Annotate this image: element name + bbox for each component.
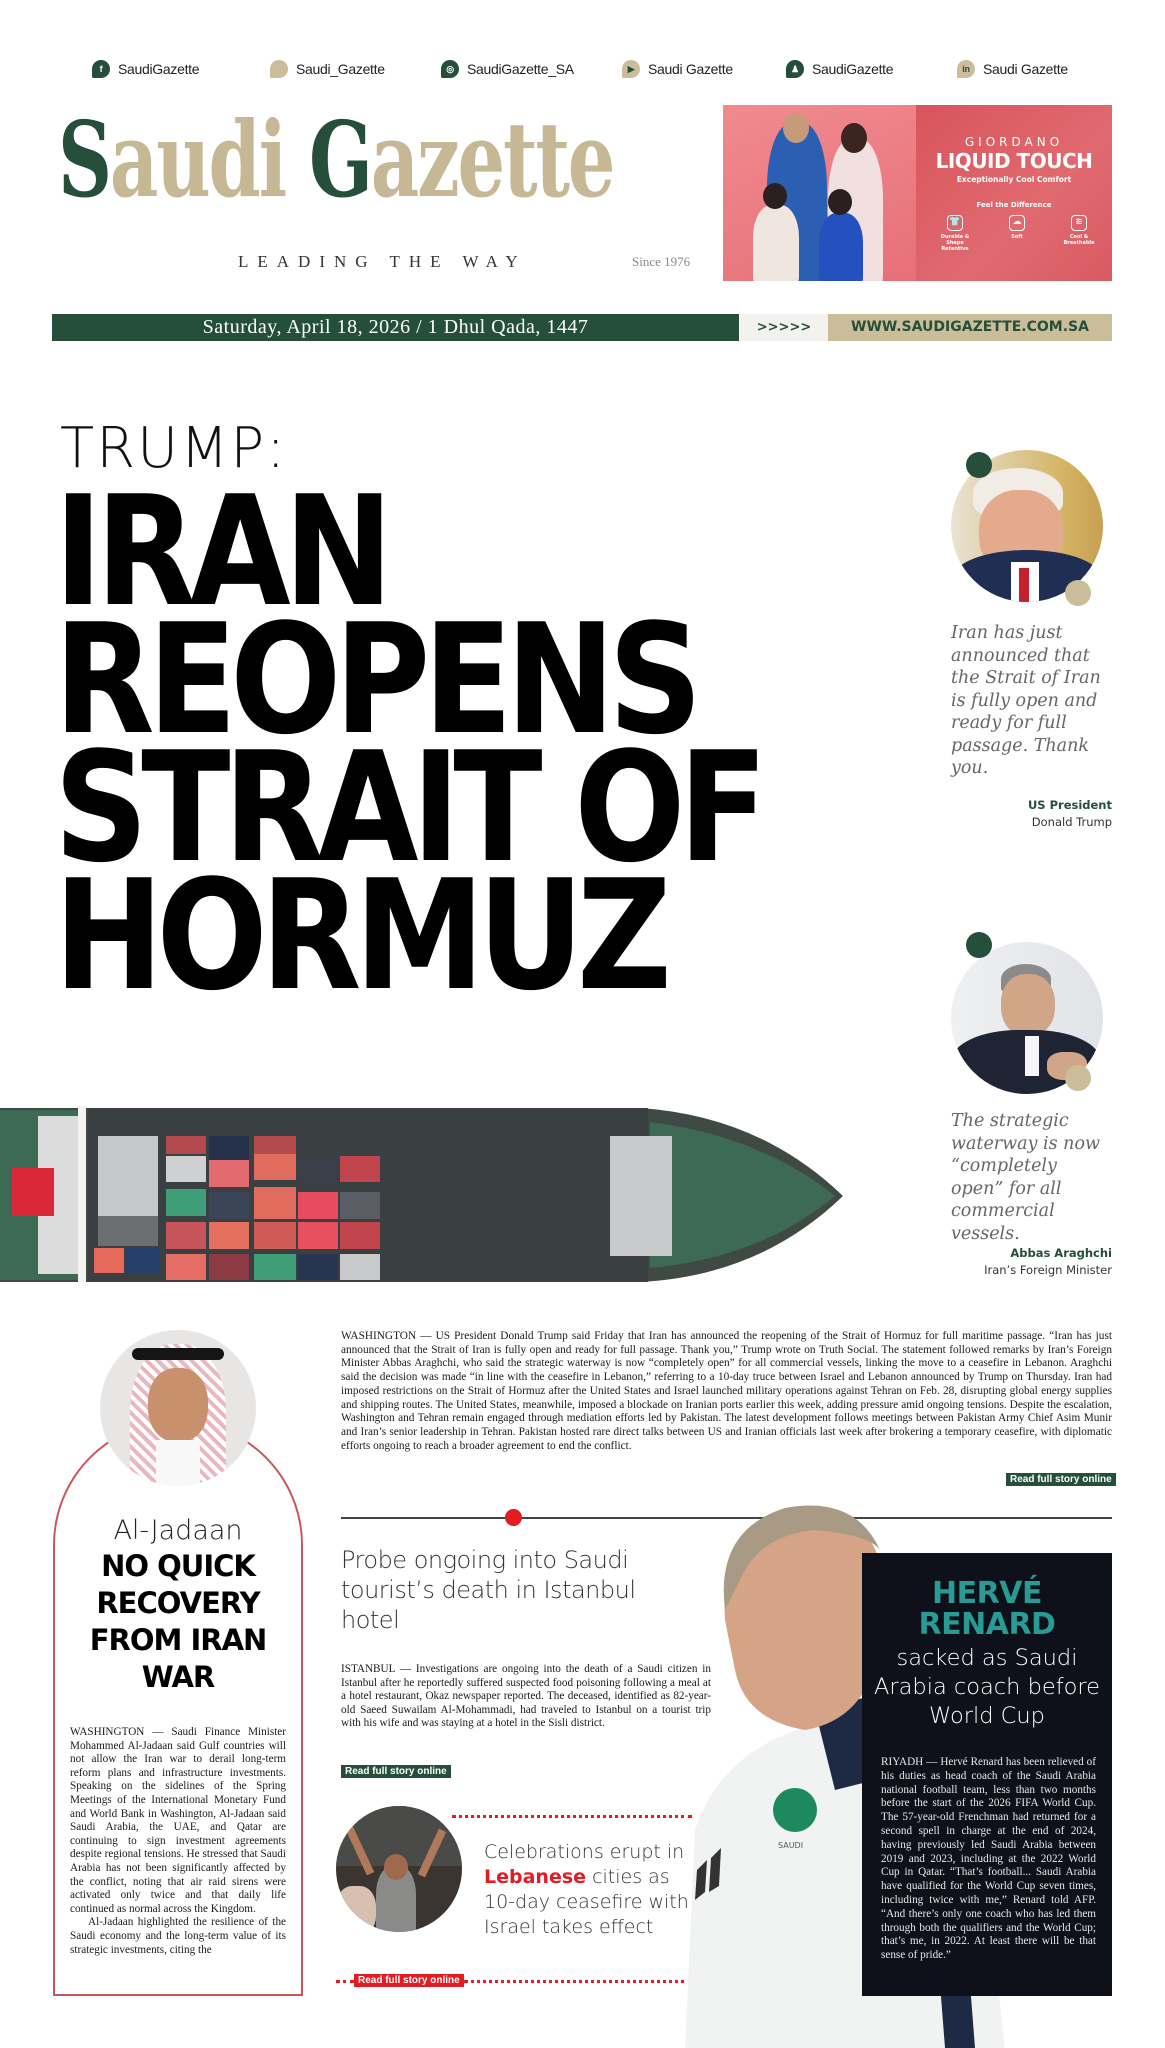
youtube-icon: ▶ [622,60,640,78]
quote-close-icon [1065,580,1091,606]
lead-kicker: TRUMP: [60,416,288,481]
quote-close-icon [1065,1065,1091,1091]
snapchat-icon: ♟ [786,60,804,78]
jadaan-paragraph: Al-Jadaan highlighted the resilience of the Saudi economy and the long-term value of its strategic investments, citing the [70,1916,286,1956]
ad-brand: GIORDANO [964,135,1064,149]
date-bar: Saturday, April 18, 2026 / 1 Dhul Qada, 1447 [52,314,739,341]
container-ship-image [0,1096,845,1289]
linkedin-icon: in [957,60,975,78]
jadaan-photo [100,1330,256,1486]
read-full-story-button[interactable]: Read full story online [354,1974,464,1987]
headline-line: IRAN [54,463,387,640]
ad-feature: ☁ Soft [1000,215,1034,252]
lebanon-photo [336,1806,462,1932]
jadaan-body [70,1726,286,1957]
jadaan-name: Al-Jadaan [113,1515,243,1546]
airflow-icon: ≋ [1071,215,1087,231]
ad-feature: ≋ Cool & Breathable [1063,217,1095,246]
headline-line: HORMUZ [54,847,665,1024]
social-twitter[interactable] [270,60,385,78]
social-label: SaudiGazette [118,61,200,77]
website-link[interactable]: WWW.SAUDIGAZETTE.COM.SA [828,314,1112,341]
lebanon-headline: Celebrations erupt in Lebanese cities as 10-day ceasefire with Israel takes effect [484,1841,689,1938]
probe-headline: Probe ongoing into Saudi tourist’s death in Istanbul hotel [341,1546,636,1634]
quote-text: Iran has just announced that the Strait of Iran is fully open and ready for full passage. Thank you. [951,623,1101,778]
jadaan-paragraph: WASHINGTON — Saudi Finance Minister Mohammed Al-Jadaan said Gulf countries will not allow the Iran war to derail long-term reform plans and infrastructure investments. Speaking on the sidelines of the Spring Meetings of the International Monetary Fund and World Bank in Washington, Al-Jadaan said Saudi Arabia, the UAE, and Qatar are continuing to sign investment agreements despite regional tensions. He stressed that Saudi Arabia has not been significantly affected by the conflict, noting that air raid sirens were activated only twice and that daily life continued as normal across the Kingdom. [70,1726,286,1915]
cloud-icon: ☁ [1009,215,1025,231]
giordano-ad[interactable] [723,105,1112,281]
masthead-since: Since 1976 [632,254,691,269]
twitter-icon [270,60,288,78]
ad-copy [916,105,1112,281]
social-label: SaudiGazette [812,61,894,77]
quote-open-icon [966,452,992,478]
facebook-icon: f [92,60,110,78]
social-linkedin[interactable] [957,60,1068,78]
ad-product: LIQUID TOUCH [935,149,1093,173]
arrows-icon: >>>>> [740,314,828,341]
lead-article-body: WASHINGTON — US President Donald Trump said Friday that Iran has announced the reopening of the Strait of Hormuz for full maritime passage. “Iran has just announced that the Strait of Iran is fully open and ready for full passage. Thank you,” Trump wrote on Truth Social. The statement followed remarks by Iran’s Foreign Minister Abbas Araghchi, who said the strategic waterway is now “completely open” for all commercial vessels, linking the move to a ceasefire in Lebanon. Araghchi said the decision was made “in line with the ceasefire in Lebanon,” referring to a 10-day truce between Israel and Lebanon announced by Trump on Thursday. Iran had imposed restrictions on the Strait of Hormuz after the United States and Israel launched military operations against Tehran on Feb. 28, disrupting global energy supplies and shipping routes. The United States, meanwhile, imposed a blockade on Iranian ports earlier this week, adding pressure amid ongoing tensions. Despite the escalation, Washington and Tehran remain engaged through mediation efforts led by Pakistan. The latest development follows meetings between Pakistan Army Chief Asim Munir and Iran’s senior leadership in Tehran. Pakistan hosted rare direct talks between US and Iranian officials last week after brokering a temporary ceasefire, with diplomatic efforts ongoing to reach a broader agreement to end the conflict. [341,1330,1112,1452]
divider-dot-icon [505,1509,522,1526]
logo-word-audi: audi [109,98,309,221]
headline-line: STRAIT OF [54,719,761,896]
jadaan-headline: NO QUICK RECOVERY FROM IRAN WAR [89,1549,267,1694]
logo-word-azette: azette [370,98,614,221]
social-youtube[interactable] [622,60,733,78]
social-snapchat[interactable] [786,60,893,78]
social-label: SaudiGazette_SA [467,61,574,77]
instagram-icon: ◎ [441,60,459,78]
quote-text: The strategic waterway is now “completely open” for all commercial vessels. [951,1111,1100,1244]
social-facebook[interactable] [92,60,199,78]
ad-feel: Feel the Difference [976,201,1052,209]
ad-feature: 👕 Durable & Shape Retentive [940,217,970,252]
renard-subhead: sacked as Saudi Arabia coach before World Cup [873,1645,1101,1729]
social-label: Saudi_Gazette [296,61,385,77]
read-full-story-button[interactable]: Read full story online [1006,1473,1116,1486]
social-label: Saudi Gazette [648,61,733,77]
quote-role: Abbas Araghchi [1010,1246,1112,1260]
logo-letter-g: G [308,98,371,221]
dotted-divider [464,1980,692,1983]
dotted-divider [452,1815,692,1818]
ad-family-photo [723,105,916,281]
shirt-icon: 👕 [947,215,963,231]
probe-body: ISTANBUL — Investigations are ongoing into the death of a Saudi citizen in Istanbul after he reportedly suffered suspected food poisoning following a meal at a hotel restaurant, Okaz newspaper reported. The deceased, identified as 82-year-old Saeed Suwailam Al-Mohammadi, had traveled to Istanbul on a tourist trip with his wife and was staying at a hotel in the Sisli district. [341,1663,711,1730]
headline-line: REOPENS [54,591,696,768]
masthead-logo[interactable] [58,98,708,258]
jersey-text: SAUDI [778,1841,804,1850]
renard-body: RIYADH — Hervé Renard has been relieved of his duties as head coach of the Saudi Arabia national football team, less than two months before the start of the 2026 FIFA World Cup. The 57-year-old Frenchman had returned for a second spell in charge at the end of 2024, having previously led Saudi Arabia between 2019 and 2023, including at the 2022 World Cup in Qatar. “That’s football... Saudi Arabia have qualified for the World Cup seven times, including twice with me,” Renard told AFP. “And there’s only one coach who has led them through both the qualifiers and the World Cup; that’s me, in 2022. At least there will be that sense of pride.” [881,1756,1096,1962]
quote-name: Iran’s Foreign Minister [984,1263,1112,1277]
social-label: Saudi Gazette [983,61,1068,77]
read-full-story-button[interactable]: Read full story online [341,1765,451,1778]
social-instagram[interactable] [441,60,574,78]
ad-slogan: Exceptionally Cool Comfort [956,175,1072,184]
quote-name: Donald Trump [1031,815,1112,829]
masthead-tagline: LEADING THE WAY [238,252,527,271]
dotted-divider [336,1980,354,1983]
quote-role: US President [1027,798,1112,812]
lebanon-highlight: Lebanese [484,1866,587,1888]
renard-name: HERVÉ RENARD [918,1576,1056,1642]
lead-headline [54,463,761,1024]
quote-open-icon [966,932,992,958]
logo-letter-s: S [58,98,110,221]
